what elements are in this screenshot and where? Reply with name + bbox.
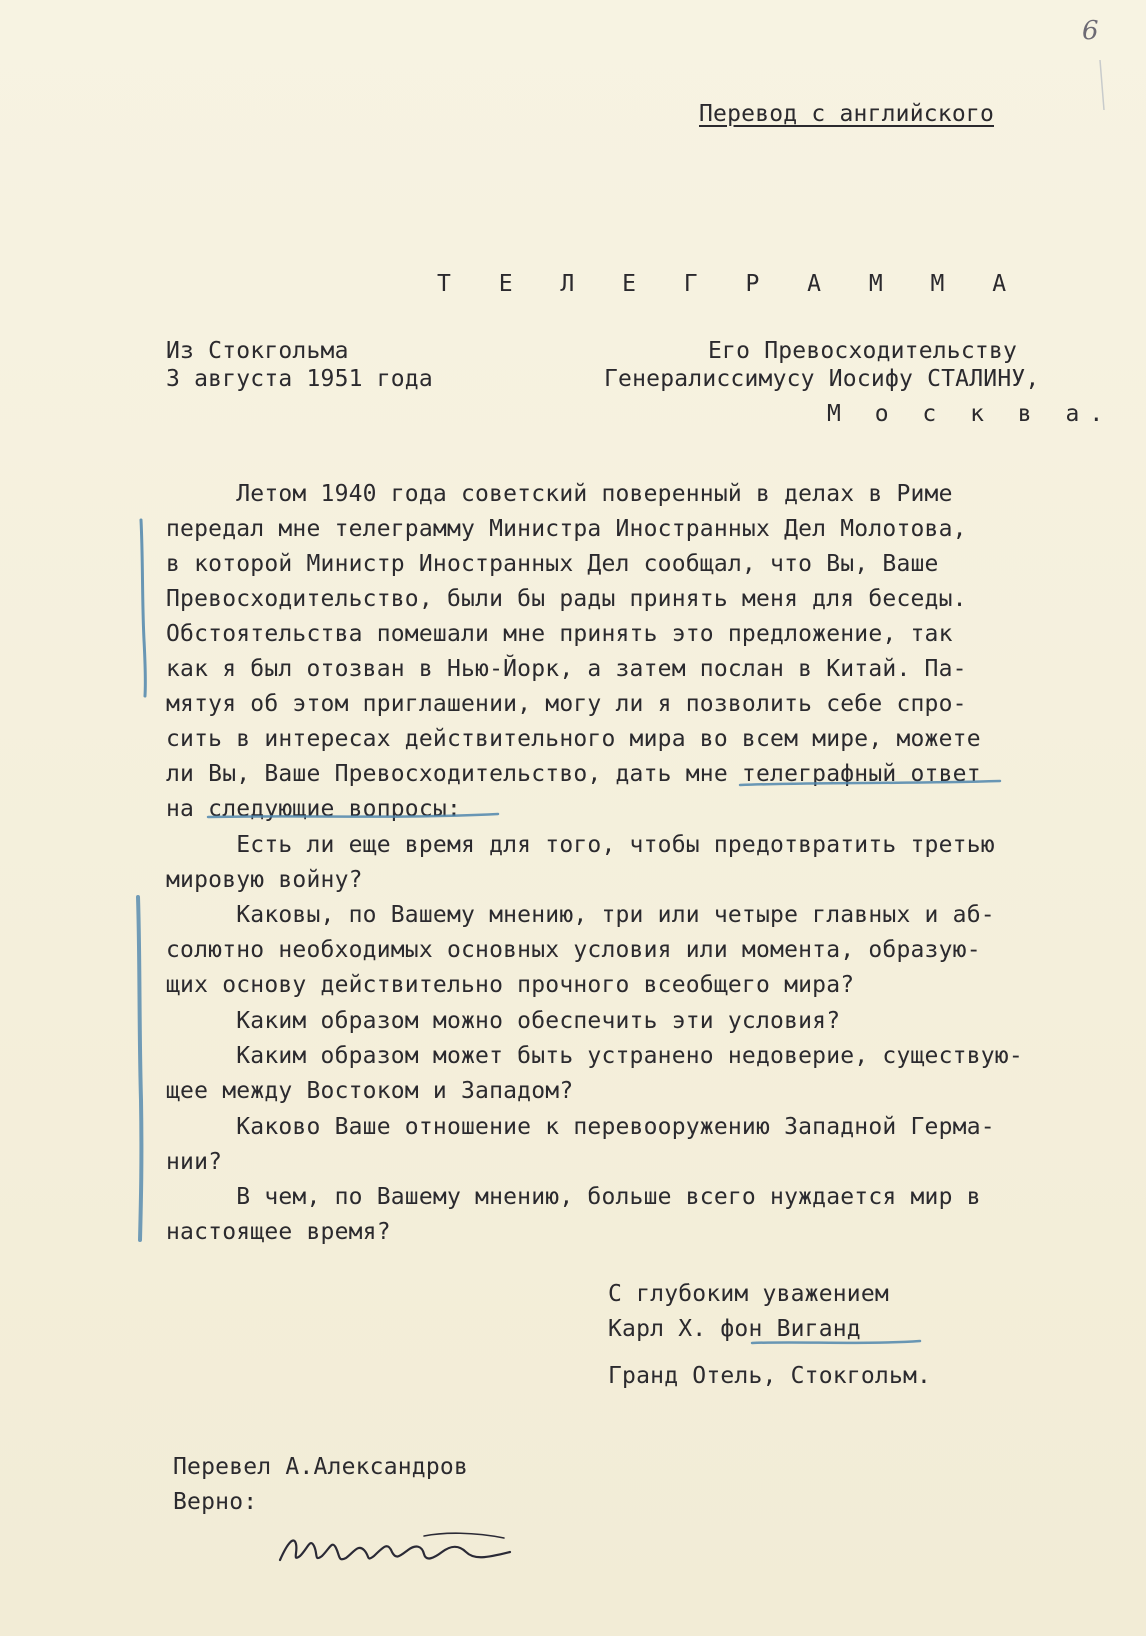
sender-origin: Из Стокгольма bbox=[166, 338, 349, 364]
signature bbox=[274, 1522, 524, 1572]
body-line: Каким образом можно обеспечить эти условия? bbox=[166, 1008, 841, 1034]
closing-regards: С глубоким уважением bbox=[608, 1281, 889, 1307]
body-line: настоящее время? bbox=[166, 1219, 391, 1245]
body-line: как я был отозван в Нью-Йорк, а затем послан в Китай. Па- bbox=[166, 656, 967, 682]
body-line: солютно необходимых основных условия или момента, образую- bbox=[166, 937, 981, 963]
body-line: щее между Востоком и Западом? bbox=[166, 1078, 574, 1104]
translation-note: Перевод с английского bbox=[699, 101, 994, 127]
body-line: мятуя об этом приглашении, могу ли я позволить себе спро- bbox=[166, 691, 967, 717]
body-line: Летом 1940 года советский поверенный в делах в Риме bbox=[166, 481, 953, 507]
body-line: передал мне телеграмму Министра Иностранных Дел Молотова, bbox=[166, 516, 967, 542]
body-line: Есть ли еще время для того, чтобы предотвратить третью bbox=[166, 832, 995, 858]
body-line: Каково Ваше отношение к перевооружению Западной Герма- bbox=[166, 1114, 995, 1140]
sender-date: 3 августа 1951 года bbox=[166, 366, 433, 392]
body-line: Каковы, по Вашему мнению, три или четыре главных и аб- bbox=[166, 902, 995, 928]
recipient-line-2: Генералиссимусу Иосифу СТАЛИНУ, bbox=[604, 366, 1040, 392]
body-line: нии? bbox=[166, 1149, 223, 1175]
body-line: в которой Министр Иностранных Дел сообщал, что Вы, Ваше bbox=[166, 551, 939, 577]
body-line: ли Вы, Ваше Превосходительство, дать мне телеграфный ответ bbox=[166, 761, 981, 787]
signatory-name: Карл Х. фон Виганд bbox=[608, 1316, 861, 1342]
translator-line: Перевел А.Александров bbox=[173, 1454, 468, 1480]
verified-label: Верно: bbox=[173, 1489, 258, 1515]
page-number: 6 bbox=[1082, 16, 1099, 46]
body-line: на следующие вопросы: bbox=[166, 796, 461, 822]
signatory-address: Гранд Отель, Стокгольм. bbox=[608, 1363, 932, 1389]
body-line: Обстоятельства помешали мне принять это предложение, так bbox=[166, 621, 953, 647]
recipient-line-1: Его Превосходительству bbox=[708, 338, 1018, 364]
body-line: щих основу действительно прочного всеобщего мира? bbox=[166, 972, 855, 998]
body-line: Превосходительство, были бы рады принять меня для беседы. bbox=[166, 586, 967, 612]
document-title: Т Е Л Е Г Р А М М А bbox=[437, 271, 1024, 297]
body-line: В чем, по Вашему мнению, больше всего нуждается мир в bbox=[166, 1184, 981, 1210]
body-line: Каким образом может быть устранено недоверие, существую- bbox=[166, 1043, 1023, 1069]
recipient-city: М о с к в а. bbox=[827, 401, 1114, 427]
body-line: мировую войну? bbox=[166, 867, 363, 893]
body-line: сить в интересах действительного мира во всем мире, можете bbox=[166, 726, 981, 752]
